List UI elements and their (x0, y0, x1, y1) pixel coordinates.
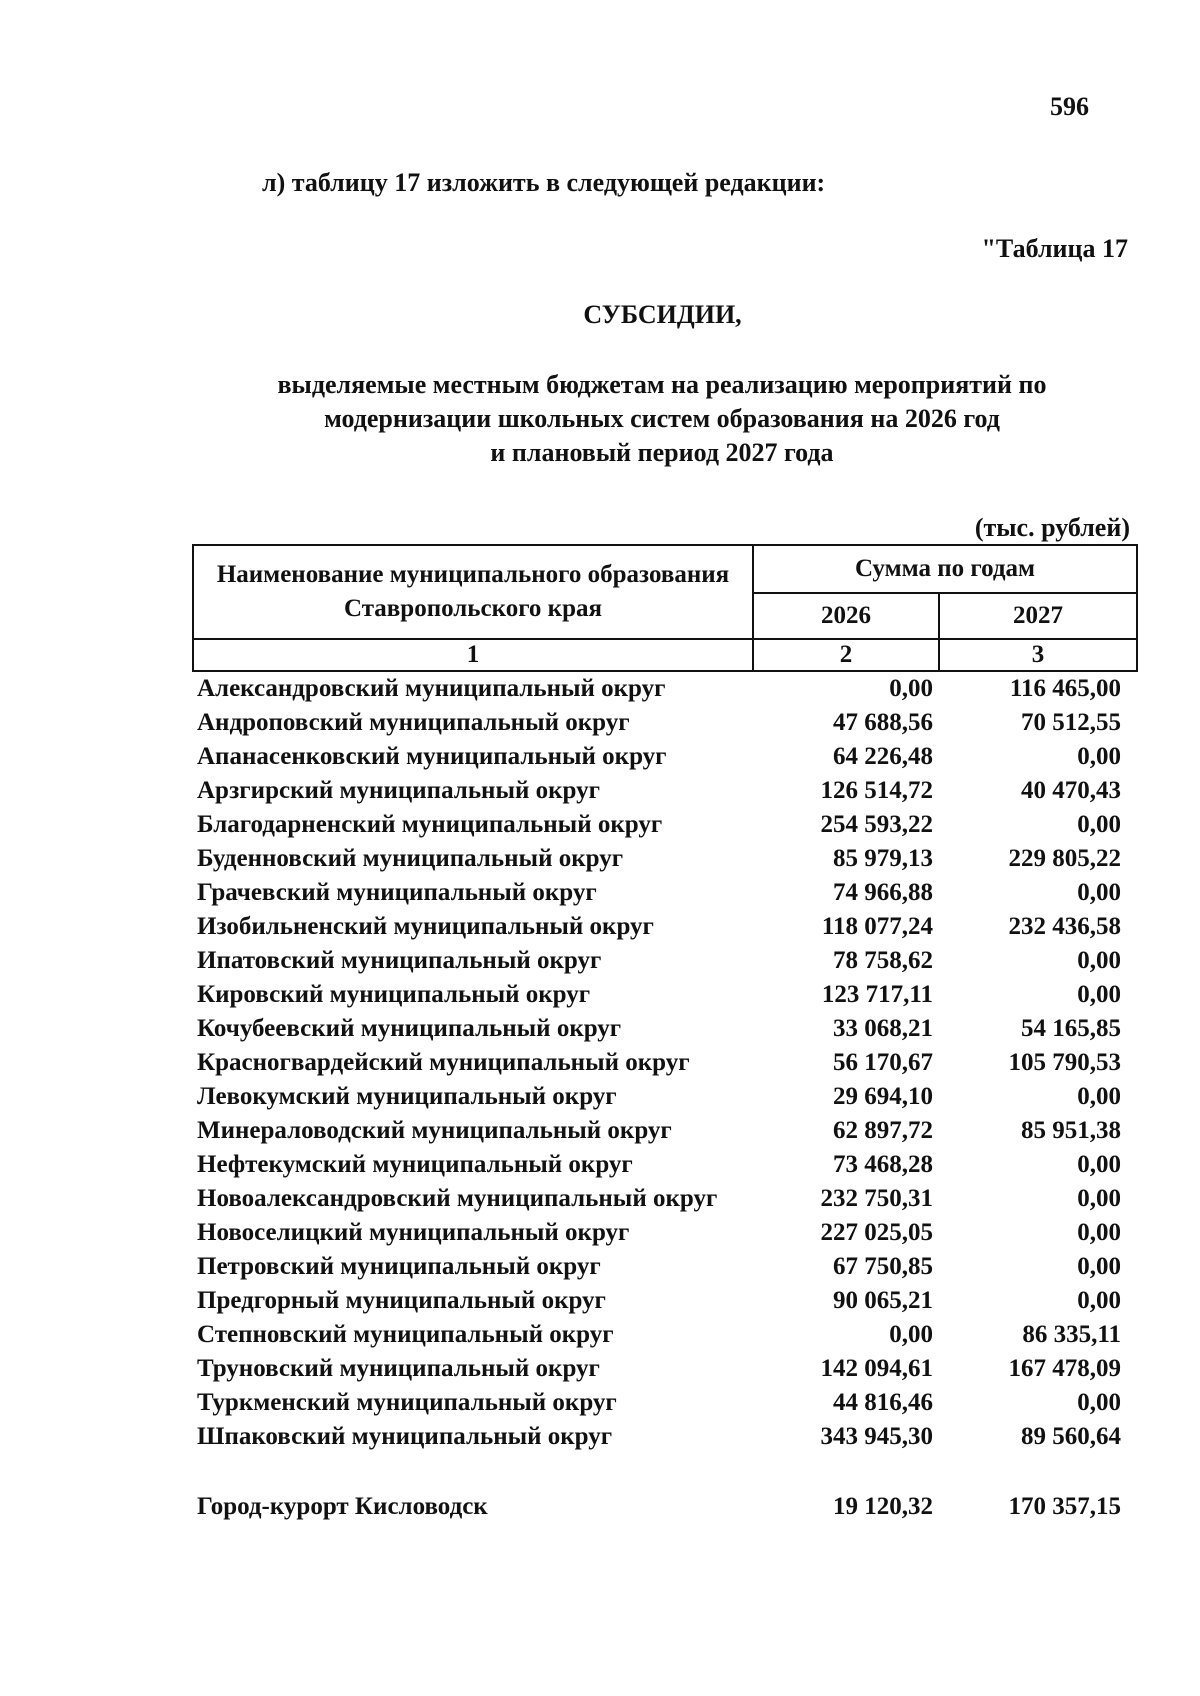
value-2026-cell: 33 068,21 (833, 1015, 933, 1042)
table-row (193, 876, 1137, 910)
table-row (193, 1318, 1137, 1352)
value-2026-cell: 126 514,72 (820, 777, 933, 804)
municipality-name-cell: Петровский муниципальный округ (197, 1253, 601, 1280)
value-2026-cell: 0,00 (889, 1321, 933, 1348)
municipality-name-cell: Буденновский муниципальный округ (197, 845, 624, 872)
value-2026-cell: 78 758,62 (833, 947, 933, 974)
table-row (193, 671, 1137, 706)
table-row (193, 1046, 1137, 1080)
value-2027-cell: 89 560,64 (1021, 1423, 1122, 1450)
table-row (193, 808, 1137, 842)
header-year-2026: 2026 (753, 593, 939, 639)
value-2027-cell: 229 805,22 (1008, 845, 1122, 872)
value-2026-cell: 227 025,05 (820, 1219, 933, 1246)
value-2027-cell: 0,00 (1077, 879, 1122, 906)
municipality-name-cell: Кировский муниципальный округ (197, 981, 591, 1008)
subtitle-line: модернизации школьных систем образования на 2026 год (324, 404, 1000, 433)
instruction-text: л) таблицу 17 изложить в следующей редакции: (262, 168, 826, 197)
page-number: 596 (1050, 92, 1089, 121)
municipality-name-cell: Труновский муниципальный округ (197, 1355, 600, 1382)
value-2027-cell: 70 512,55 (1021, 709, 1122, 736)
value-2027-cell: 167 478,09 (1008, 1355, 1122, 1382)
table-row (193, 740, 1137, 774)
units-label: (тыс. рублей) (974, 513, 1130, 542)
table-row (193, 978, 1137, 1012)
municipality-name-cell: Благодарненский муниципальный округ (197, 811, 663, 838)
value-2026-cell: 123 717,11 (821, 981, 933, 1008)
spacer-cell (193, 1454, 1137, 1490)
municipality-name-cell: Арзгирский муниципальный округ (197, 777, 600, 804)
city-row (193, 1490, 1137, 1524)
value-2026-cell: 29 694,10 (833, 1083, 933, 1110)
municipality-name-cell: Город-курорт Кисловодск (197, 1493, 488, 1520)
value-2027-cell: 0,00 (1077, 743, 1122, 770)
municipality-name-cell: Туркменский муниципальный округ (197, 1389, 617, 1416)
municipality-name-cell: Предгорный муниципальный округ (197, 1287, 606, 1314)
table-row (193, 1080, 1137, 1114)
header-col-num-1: 1 (193, 639, 753, 671)
value-2027-cell: 0,00 (1077, 1083, 1122, 1110)
municipality-name-cell: Красногвардейский муниципальный округ (197, 1049, 690, 1076)
table-row (193, 1284, 1137, 1318)
table-row (193, 1114, 1137, 1148)
municipality-name-cell: Апанасенковский муниципальный округ (197, 743, 667, 770)
value-2026-cell: 85 979,13 (833, 845, 933, 872)
value-2027-cell: 86 335,11 (1022, 1321, 1122, 1348)
value-2027-cell: 0,00 (1077, 947, 1122, 974)
municipality-name-cell: Андроповский муниципальный округ (197, 709, 630, 736)
value-2026-cell: 232 750,31 (820, 1185, 933, 1212)
municipality-name-cell: Степновский муниципальный округ (197, 1321, 614, 1348)
municipality-name-cell: Новоселицкий муниципальный округ (197, 1219, 630, 1246)
municipality-name-cell: Нефтекумский муниципальный округ (197, 1151, 633, 1178)
value-2026-cell: 0,00 (889, 675, 933, 702)
value-2026-cell: 142 094,61 (820, 1355, 933, 1382)
value-2027-cell: 232 436,58 (1008, 913, 1122, 940)
value-2027-cell: 0,00 (1077, 1185, 1122, 1212)
value-2027-cell: 40 470,43 (1021, 777, 1122, 804)
header-municipality: Наименование муниципального образования Ставропольского края (193, 545, 753, 639)
municipality-name-cell: Ипатовский муниципальный округ (197, 947, 602, 974)
value-2026-cell: 44 816,46 (833, 1389, 933, 1416)
value-2026-cell: 73 468,28 (833, 1151, 933, 1178)
table-row (193, 774, 1137, 808)
table-row (193, 706, 1137, 740)
table-row (193, 1420, 1137, 1454)
document-title: СУБСИДИИ, (583, 300, 742, 329)
document-subtitle (262, 368, 1062, 470)
header-year-2027: 2027 (939, 593, 1137, 639)
subtitle-line: выделяемые местным бюджетам на реализацию мероприятий по (277, 370, 1047, 399)
value-2027-cell: 0,00 (1077, 1389, 1122, 1416)
municipality-name-cell: Александровский муниципальный округ (197, 675, 666, 702)
value-2027-cell: 170 357,15 (1008, 1493, 1122, 1520)
value-2027-cell: 85 951,38 (1021, 1117, 1122, 1144)
table-row (193, 910, 1137, 944)
table-row (193, 842, 1137, 876)
value-2027-cell: 0,00 (1077, 811, 1122, 838)
value-2026-cell: 67 750,85 (833, 1253, 933, 1280)
value-2027-cell: 0,00 (1077, 1219, 1122, 1246)
table-row (193, 1012, 1137, 1046)
table-row (193, 944, 1137, 978)
value-2027-cell: 0,00 (1077, 1287, 1122, 1314)
value-2027-cell: 0,00 (1077, 981, 1122, 1008)
value-2026-cell: 254 593,22 (820, 811, 933, 838)
table-label: "Таблица 17 (981, 234, 1128, 263)
spacer-row (193, 1454, 1137, 1490)
value-2027-cell: 116 465,00 (1009, 675, 1122, 702)
municipality-name-cell: Минераловодский муниципальный округ (197, 1117, 672, 1144)
value-2026-cell: 64 226,48 (833, 743, 933, 770)
value-2026-cell: 343 945,30 (820, 1423, 933, 1450)
header-col-num-3: 3 (939, 639, 1137, 671)
table-row (193, 1216, 1137, 1250)
table-row (193, 1386, 1137, 1420)
value-2026-cell: 74 966,88 (833, 879, 933, 906)
table-body (193, 671, 1137, 1524)
municipality-name-cell: Шпаковский муниципальный округ (197, 1423, 613, 1450)
municipality-name-cell: Изобильненский муниципальный округ (197, 913, 654, 940)
value-2027-cell: 54 165,85 (1021, 1015, 1122, 1042)
subtitle-line: и плановый период 2027 года (490, 438, 834, 467)
table-row (193, 1182, 1137, 1216)
municipality-name-cell: Кочубеевский муниципальный округ (197, 1015, 622, 1042)
value-2026-cell: 56 170,67 (833, 1049, 933, 1076)
value-2026-cell: 90 065,21 (833, 1287, 933, 1314)
value-2026-cell: 118 077,24 (821, 913, 933, 940)
value-2027-cell: 0,00 (1077, 1253, 1122, 1280)
value-2027-cell: 0,00 (1077, 1151, 1122, 1178)
value-2027-cell: 105 790,53 (1008, 1049, 1122, 1076)
value-2026-cell: 47 688,56 (833, 709, 933, 736)
value-2026-cell: 19 120,32 (833, 1493, 933, 1520)
value-2026-cell: 62 897,72 (833, 1117, 933, 1144)
subsidies-table (192, 544, 1136, 1524)
table-row (193, 1352, 1137, 1386)
table-row (193, 1148, 1137, 1182)
header-col-num-2: 2 (753, 639, 939, 671)
municipality-name-cell: Левокумский муниципальный округ (197, 1083, 617, 1110)
municipality-name-cell: Грачевский муниципальный округ (197, 879, 597, 906)
table-row (193, 1250, 1137, 1284)
header-sum-by-years: Сумма по годам (753, 545, 1137, 593)
municipality-name-cell: Новоалександровский муниципальный округ (197, 1185, 718, 1212)
